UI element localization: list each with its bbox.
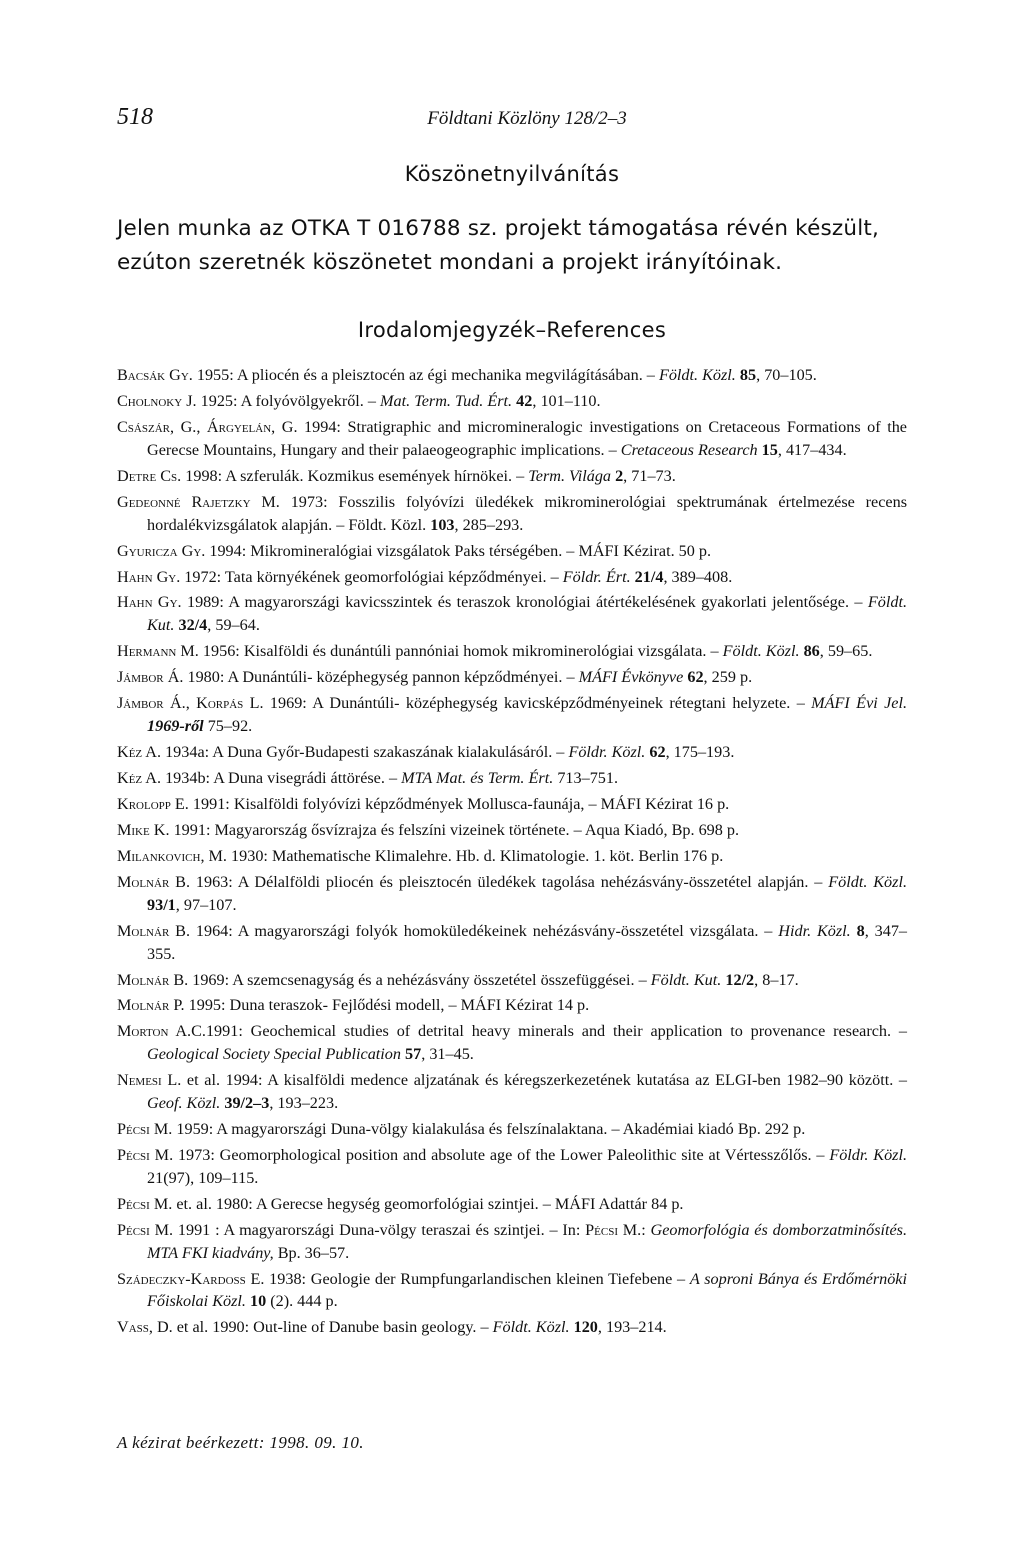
reference-entry: Pécsi M. 1959: A magyarországi Duna-völgy kialakulása és felszínalaktana. – Akadémiai kiadó Bp. 292 p. <box>117 1120 806 1139</box>
reference-entry: Hahn Gy. 1972: Tata környékének geomorfológiai képződményei. – Földr. Ért. 21/4, 389–408. <box>117 567 733 586</box>
reference-entry: Molnár B. 1963: A Délalföldi pliocén és pleisztocén üledékek tagolása nehézásvány-összetétel alapján. – Földt. Közl. 93/1, 97–107. <box>117 872 907 914</box>
reference-entry: Kéz A. 1934a: A Duna Győr-Budapesti szakaszának kialakulásáról. – Földr. Közl. 62, 175–193. <box>117 743 735 762</box>
reference-entry: Detre Cs. 1998: A szferulák. Kozmikus események hírnökei. – Term. Világa 2, 71–73. <box>117 466 676 485</box>
page-number: 518 <box>117 104 153 130</box>
acknowledgement-heading: Köszönetnyilvánítás <box>404 162 620 186</box>
acknowledgement-text: Jelen munka az OTKA T 016788 sz. projekt támogatása révén készült, ezúton szeretnék köszönetet mondani a projekt irányítóinak. <box>117 216 880 275</box>
reference-entry: Molnár B. 1969: A szemcsenagyság és a nehézásvány összetétel összefüggései. – Földt. Kut. 12/2, 8–17. <box>117 970 799 989</box>
reference-entry: Milankovich, M. 1930: Mathematische Klimalehre. Hb. d. Klimatologie. 1. köt. Berlin 176 p. <box>117 846 724 865</box>
reference-entry: Pécsi M. et. al. 1980: A Gerecse hegység geomorfológiai szintjei. – MÁFI Adattár 84 p. <box>117 1194 684 1213</box>
reference-entry: Pécsi M. 1991 : A magyarországi Duna-völgy teraszai és szintjei. – In: Pécsi M.: Geomorfológia és domborzatminősítés. MTA FKI kiadvány, Bp. 36–57. <box>117 1220 908 1262</box>
reference-entry: Morton A.C.1991: Geochemical studies of detrital heavy minerals and their application to provenance research. – Geological Society Special Publication 57, 31–45. <box>117 1022 907 1064</box>
manuscript-received-note: A kézirat beérkezett: 1998. 09. 10. <box>117 1433 364 1452</box>
reference-entry: Nemesi L. et al. 1994: A kisalföldi medence aljzatának és kéregszerkezetének kutatása az ELGI-ben 1982–90 között. – Geof. Közl. 39/2–3, 193–223. <box>117 1071 907 1113</box>
reference-entry: Molnár B. 1964: A magyarországi folyók homoküledékeinek nehézásvány-összetétel vizsgálata. – Hidr. Közl. 8, 347–355. <box>117 921 908 963</box>
reference-entry: Jámbor Á. 1980: A Dunántúli- középhegység pannon képződményei. – MÁFI Évkönyve 62, 259 p. <box>117 668 753 687</box>
reference-entry: Császár, G., Árgyelán, G. 1994: Stratigraphic and micromineralogic investigations on Cretaceous Formations of the Gerecse Mountains, Hungary and their palaeogeographic implications. – Cretaceous Research 15, 417–434. <box>117 417 907 459</box>
reference-entry: Molnár P. 1995: Duna teraszok- Fejlődési modell, – MÁFI Kézirat 14 p. <box>117 996 590 1015</box>
reference-entry: Kéz A. 1934b: A Duna visegrádi áttörése. – MTA Mat. és Term. Ért. 713–751. <box>117 769 619 787</box>
references-heading: Irodalomjegyzék–References <box>357 318 667 342</box>
reference-entry: Gedeonné Rajetzky M. 1973: Fosszilis folyóvízi üledékek mikrominerológiai spektrumának értelmezése recens hordalékvizsgálatok alapján. – Földt. Közl. 103, 285–293. <box>117 492 907 534</box>
reference-entry: Cholnoky J. 1925: A folyóvölgyekről. – Mat. Term. Tud. Ért. 42, 101–110. <box>117 391 601 410</box>
reference-entry: Vass, D. et al. 1990: Out-line of Danube basin geology. – Földt. Közl. 120, 193–214. <box>117 1318 667 1337</box>
reference-entry: Mike K. 1991: Magyarország ősvízrajza és felszíni vizeinek története. – Aqua Kiadó, Bp. 698 p. <box>117 820 740 839</box>
reference-entry: Bacsák Gy. 1955: A pliocén és a pleisztocén az égi mechanika megvilágításában. – Földt. Közl. 85, 70–105. <box>117 366 817 384</box>
page-header <box>117 104 907 138</box>
reference-entry: Gyuricza Gy. 1994: Mikromineralógiai vizsgálatok Paks térségében. – MÁFI Kézirat. 50 p. <box>117 541 712 560</box>
reference-entry: Hahn Gy. 1989: A magyarországi kavicsszintek és teraszok kronológiai átértékelésének gyakorlati jelentősége. – Földt. Kut. 32/4, 59–64. <box>117 593 907 635</box>
reference-entry: Pécsi M. 1973: Geomorphological position and absolute age of the Lower Paleolithic site at Vértesszőlős. – Földr. Közl. 21(97), 109–115. <box>117 1146 908 1187</box>
journal-title: Földtani Közlöny 128/2–3 <box>427 108 627 129</box>
reference-entry: Krolopp E. 1991: Kisalföldi folyóvízi képződmények Mollusca-faunája, – MÁFI Kézirat 16 p. <box>117 794 730 813</box>
reference-list <box>117 364 907 1342</box>
reference-entry: Hermann M. 1956: Kisalföldi és dunántúli pannóniai homok mikrominerológiai vizsgálata. – Földt. Közl. 86, 59–65. <box>117 642 873 661</box>
reference-entry: Szádeczky-Kardoss E. 1938: Geologie der Rumpfungarlandischen kleinen Tiefebene – A soproni Bánya és Erdőmérnöki Főiskolai Közl. 10 (2). 444 p. <box>117 1269 907 1311</box>
reference-entry: Jámbor Á., Korpás L. 1969: A Dunántúli- középhegység kavicsképződményeinek rétegtani helyzete. – MÁFI Évi Jel. 1969-ről 75–92. <box>117 694 908 736</box>
